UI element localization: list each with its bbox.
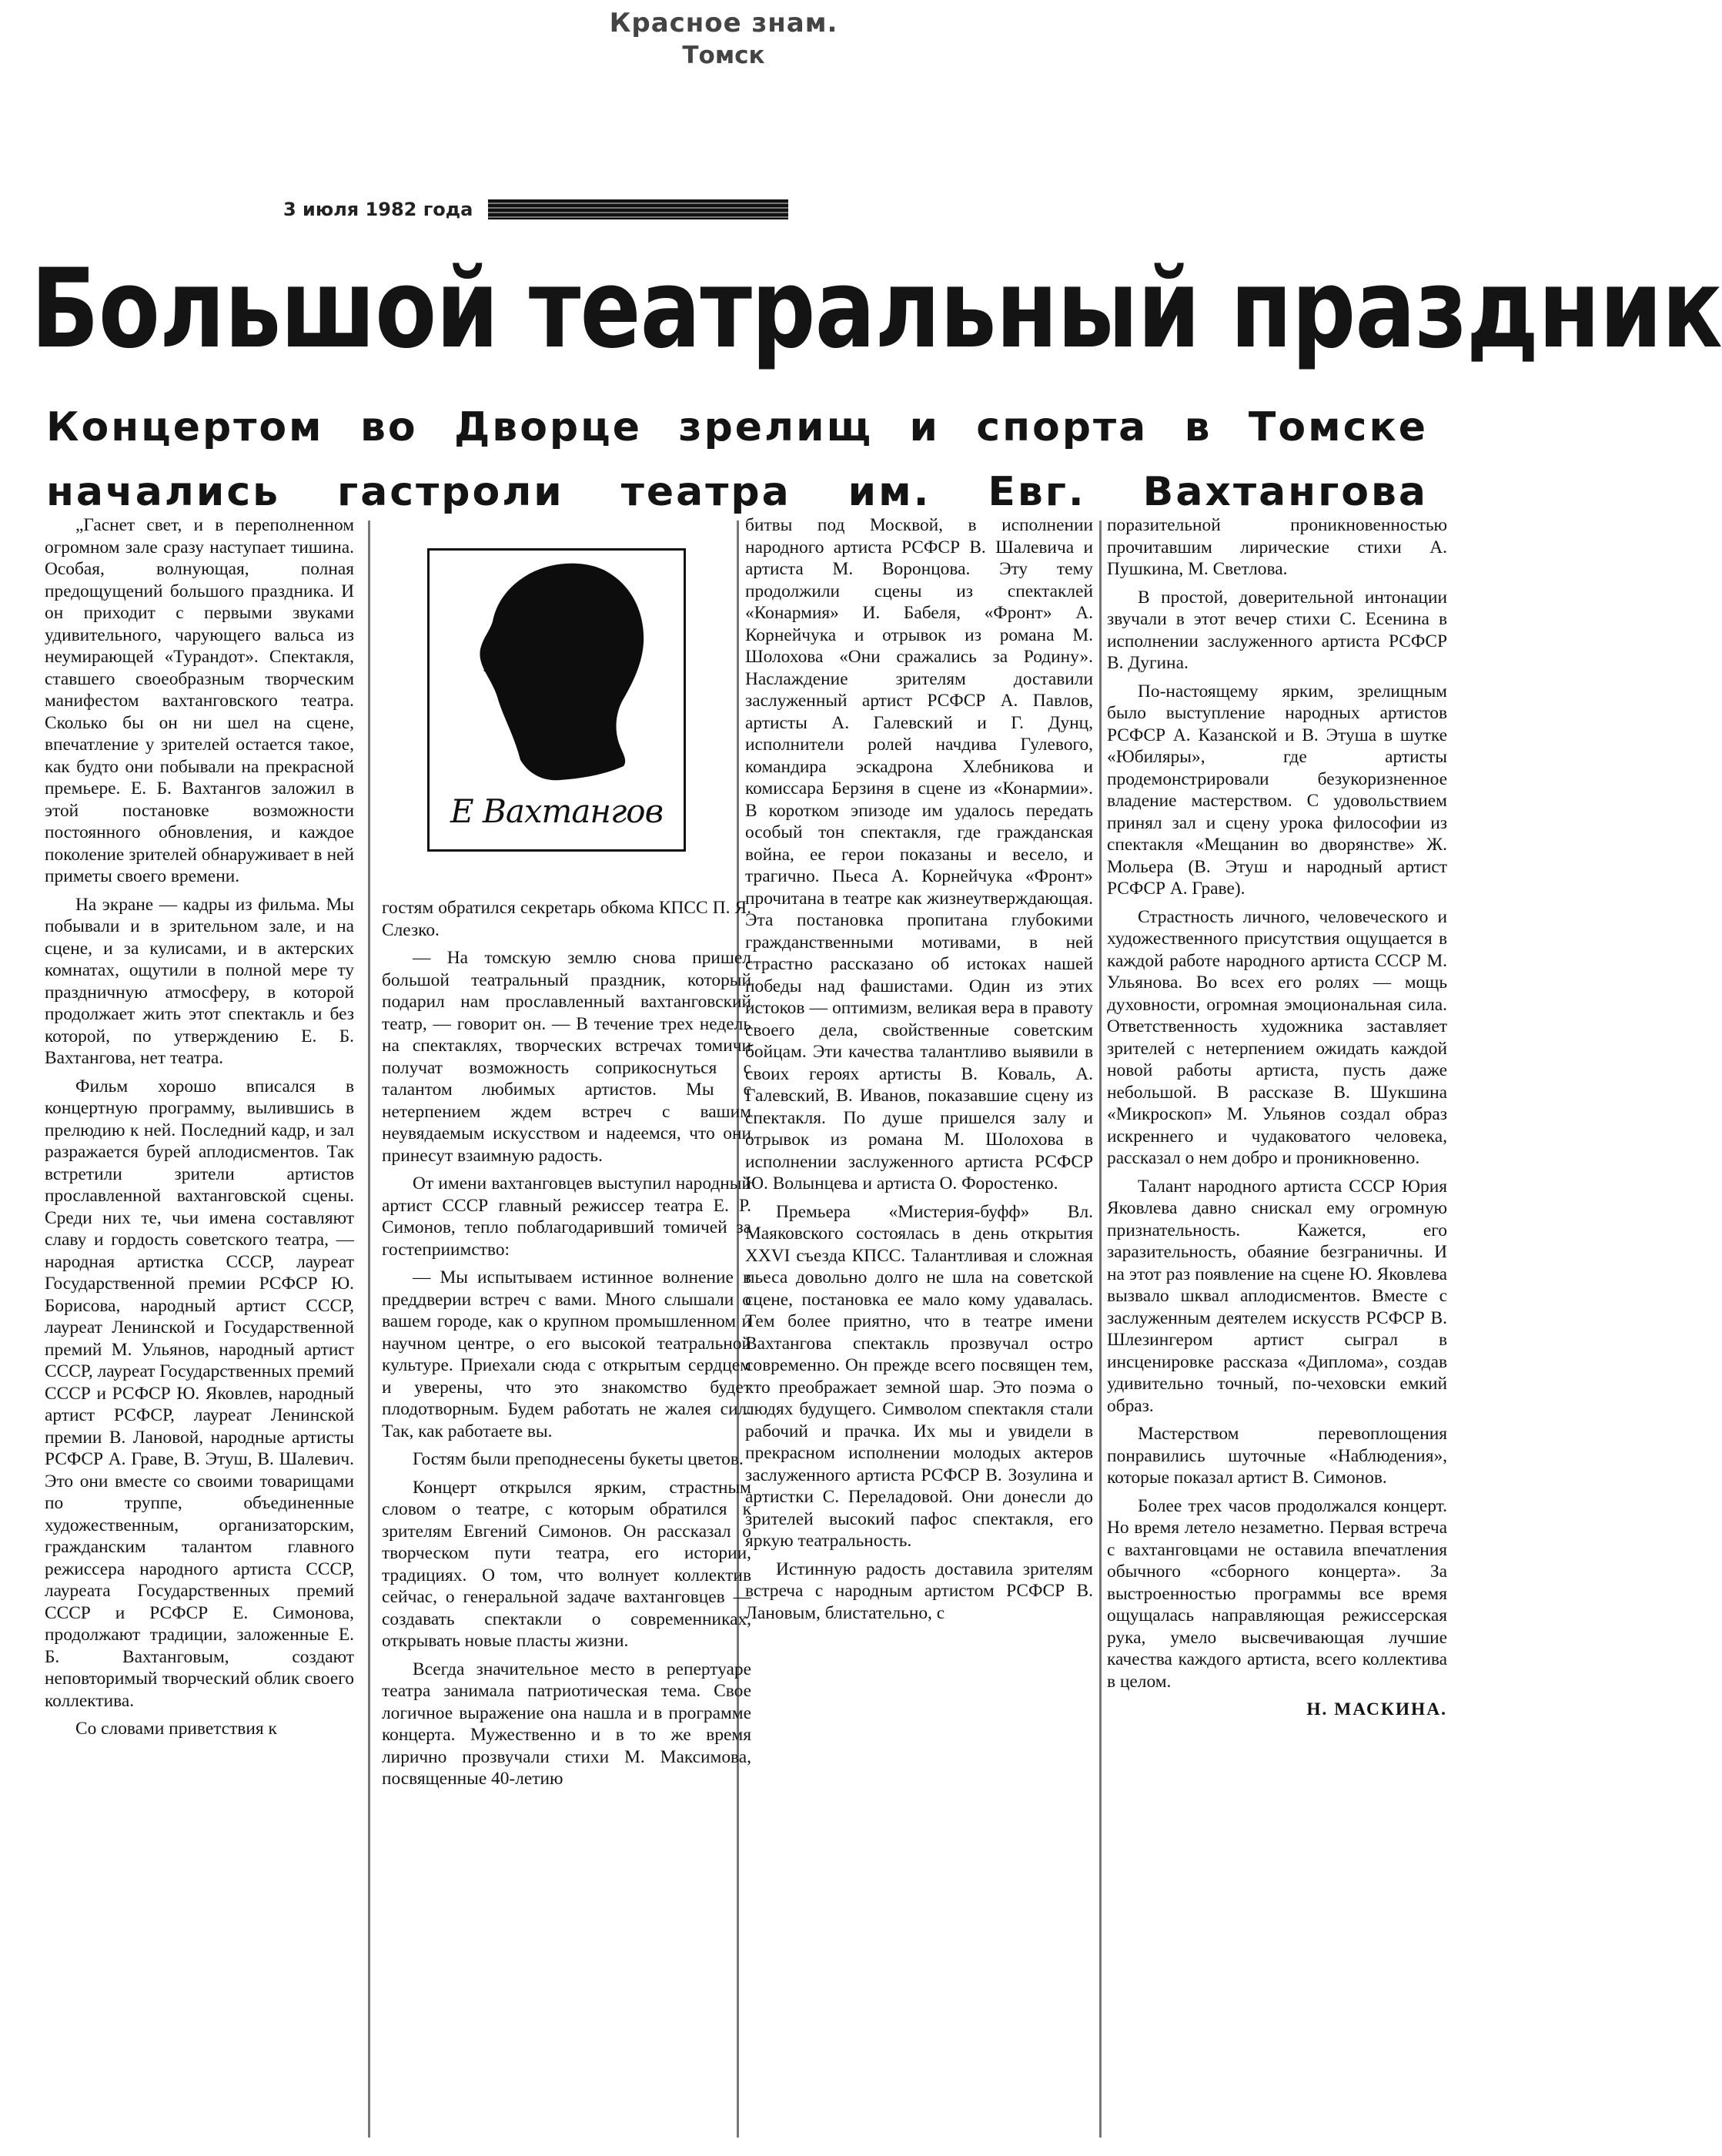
article-column-4 [1107, 514, 1447, 2138]
paragraph: Страстность личного, человеческого и художественного присутствия ощущается в каждой работе народного артиста СССР М. Ульянова. Во всех его ролях — мощь духовности, огромная эмоциональная сила. Ответственность художника заставляет зрителей с нетерпением ожидать каждой новой работы артиста, пусть даже небольшой. В рассказе В. Шукшина «Микроскоп» М. Ульянов создал образ искреннего и чудаковатого человека, рассказал о нем добро и проникновенно. [1107, 906, 1447, 1168]
portrait-signature: Е Вахтангов [450, 792, 664, 830]
subhead-line-2: начались гастроли театра им. Евг. Вахтангова [46, 469, 1428, 515]
paragraph: „Гаснет свет, и в переполненном огромном зале сразу наступает тишина. Особая, волнующая, полная предощущений большого праздника. И он приходит с первыми звуками удивительного, чарующего вальса из неумирающей «Турандот». Спектакля, ставшего своеобразным творческим манифестом вахтанговского театра. Сколько бы он ни шел на сцене, впечатление у зрителей остается такое, как будто они побывали на прекрасной премьере. Е. Б. Вахтангов заложил в этой постановке возможности постоянного обновления, и каждое поколение зрителей обнаруживает в ней приметы своего времени. [45, 515, 354, 886]
newspaper-city: Томск [682, 42, 765, 69]
dateline [283, 199, 788, 220]
paragraph: Премьера «Мистерия-буфф» Вл. Маяковского состоялась в день открытия XXVI съезда КПСС. Талантливая и сложная пьеса довольно долго не шла на советской сцене, постановка ее мало кому удавалась. Тем более приятно, что в театре имени Вахтангова спектакль прозвучал остро современно. Он прежде всего посвящен тем, кто преображает земной шар. Это поэма о людях будущего. Символом спектакля стали рабочий и прачка. Их мы и увидели в прекрасном исполнении молодых актеров заслуженного артиста РСФСР В. Зозулина и артистки С. Переладовой. Они донесли до зрителей высокий пафос спектакля, его яркую театральность. [745, 1201, 1093, 1551]
paragraph: Со словами приветствия к [75, 1719, 277, 1739]
article-column-1 [45, 514, 354, 2138]
paragraph: Более трех часов продолжался концерт. Но время летело незаметно. Первая встреча с вахтанговцами не оставила впечатления обычного «сборного концерта». За выстроенностью программы все время ощущалась направляющая режиссерская рука, умело высвечивающая лучшие качества каждого артиста, всего коллектива в целом. [1107, 1495, 1447, 1692]
paragraph: Мастерством перевоплощения понравились шуточные «Наблюдения», которые показал артист В. Симонов. [1107, 1424, 1447, 1488]
publication-date: 3 июля 1982 года [283, 199, 473, 220]
column-rule [1099, 521, 1102, 2138]
paragraph: Фильм хорошо вписался в концертную программу, вылившись в прелюдию к ней. Последний кадр, и зал разражается бурей аплодисментов. Так встретили зрители артистов прославленной вахтанговской сцены. Среди них те, чьи имена составляют славу и гордость советского театра, — народная артистка СССР, лауреат Государственной премии РСФСР Ю. Борисова, народный артист СССР, лауреат Ленинской и Государственной премий М. Ульянов, народный артист СССР, лауреат Государственных премий СССР и РСФСР Ю. Яковлев, народный артист РСФСР, лауреат Ленинской премии В. Лановой, народные артисты РСФСР А. Граве, В. Этуш, В. Шалевич. Это они вместе со своими товарищами по труппе, объединенные художественным, организаторским, гражданским талантом главного режиссера народного артиста СССР, лауреата Государственных премий СССР и РСФСР Е. Симонова, продолжают традиции, заложенные Е. Б. Вахтанговым, создают неповторимый творческий облик своего коллектива. [45, 1076, 354, 1711]
paragraph: На экране — кадры из фильма. Мы побывали и в зрительном зале, и на сцене, и за кулисами, и в актерских комнатах, ощутили в полной мере ту праздничную атмосферу, в которой продолжает жить этот спектакль и без которой, по утверждению Е. Б. Вахтангова, нет театра. [45, 894, 354, 1068]
paragraph: битвы под Москвой, в исполнении народного артиста РСФСР В. Шалевича и артиста М. Воронцова. Эту тему продолжили сцены из спектаклей «Конармия» И. Бабеля, «Фронт» А. Корнейчука и отрывок из романа М. Шолохова «Они сражались за Родину». Наслаждение зрителям доставили заслуженный артист РСФСР А. Павлов, артисты А. Галевский и Г. Дунц, исполнители ролей начдива Гулевого, командира эскадрона Хлебникова и комиссара Берзиня в сцене из «Конармии». В коротком эпизоде им удалось передать особый тон спектакля, где гражданская война, ее герои показаны и весело, и трагично. Пьеса А. Корнейчука «Фронт» прочитана в театре как жизнеутверждающая. Эта постановка пропитана глубокими гражданственными мотивами, в ней страстно рассказано об истоках нашей победы над фашистами. Один из этих истоков — оптимизм, великая вера в правоту своего дела, свойственные советским бойцам. Эти качества талантливо выявили в своих героях артисты В. Коваль, А. Галевский, В. Иванов, показавшие сцену из спектакля. По душе пришелся залу и отрывок из романа М. Шолохова в исполнении заслуженного артиста РСФСР Ю. Волынцева и артиста О. Форостенко. [745, 515, 1093, 1194]
masthead [508, 6, 939, 71]
paragraph: Талант народного артиста СССР Юрия Яковлева давно снискал ему огромную признательность. Кажется, его заразительность, обаяние безграничны. И на этот раз появление на сцене Ю. Яковлева вызвало шквал аплодисментов. Вместе с заслуженным деятелем искусств РСФСР В. Шлезингером артист сыграл в инсценировке рассказа «Диплома», создав удивительно точный, по-чеховски емкий образ. [1107, 1176, 1447, 1416]
paragraph: Концерт открылся ярким, страстным словом о театре, с которым обратился к зрителям Евгений Симонов. Он рассказал о творческом пути театра, его истории, традициях. О том, что волнует коллектив сейчас, о генеральной задаче вахтанговцев — создавать спектакли о современниках, открывать новые пласты жизни. [382, 1477, 751, 1651]
paragraph: — Мы испытываем истинное волнение в преддверии встреч с вами. Много слышали о вашем городе, как о крупном промышленном и научном центре, о его высокой театральной культуре. Приехали сюда с открытым сердцем и уверены, что это знакомство будет плодотворным. Будем работать не жалея сил. Так, как работаете вы. [382, 1267, 751, 1441]
column-rule [368, 521, 370, 2138]
paragraph: Истинную радость доставила зрителям встреча с народным артистом РСФСР В. Лановым, блистательно, с [745, 1558, 1093, 1623]
paragraph: — На томскую землю снова пришел большой театральный праздник, который подарил нам прославленный вахтанговский театр, — говорит он. — В течение трех недель на спектаклях, творческих встречах томичи получат возможность соприкоснуться с талантом любимых артистов. Мы с нетерпением ждем встреч с вашим неувядаемым искусством и надеемся, что они принесут взаимную радость. [382, 948, 751, 1166]
paragraph: По-настоящему ярким, зрелищным было выступление народных артистов РСФСР А. Казанской и В. Этуша в шутке «Юбиляры», где артисты продемонстрировали безукоризненное владение мастерством. С удовольствием принял зал и сцену урока философии из спектакля «Мещанин во дворянстве» Ж. Мольера (В. Этуш и народный артист РСФСР А. Граве). [1107, 681, 1447, 899]
portrait-frame [427, 548, 686, 852]
paragraph: От имени вахтанговцев выступил народный артист СССР главный режиссер театра Е. Р. Симонов, тепло поблагодаривший томичей за гостеприимство: [382, 1173, 751, 1260]
paragraph: В простой, доверительной интонации звучали в этот вечер стихи С. Есенина в исполнении заслуженного артиста РСФСР В. Дугина. [1107, 587, 1447, 673]
paragraph: поразительной проникновенностью прочитавшим лирические стихи А. Пушкина, М. Светлова. [1107, 515, 1447, 579]
paragraph: Всегда значительное место в репертуаре театра занимала патриотическая тема. Свое логичное выражение она нашла и в программе концерта. Мужественно и в то же время лирично прозвучали стихи М. Максимова, посвященные 40-летию [382, 1659, 751, 1789]
subhead-line-1: Концертом во Дворце зрелищ и спорта в Томске [46, 404, 1428, 450]
author-byline: Н. МАСКИНА. [1306, 1699, 1447, 1719]
article-column-2 [382, 897, 751, 2138]
article-column-3 [745, 514, 1093, 2138]
newspaper-name: Красное знам. [609, 8, 838, 38]
headline: Большой театральный праздник [31, 246, 1722, 373]
date-rule [488, 199, 788, 219]
paragraph: Гостям были преподнесены букеты цветов. [413, 1449, 744, 1469]
paragraph: гостям обратился секретарь обкома КПСС П. Я. Слезко. [382, 898, 751, 940]
